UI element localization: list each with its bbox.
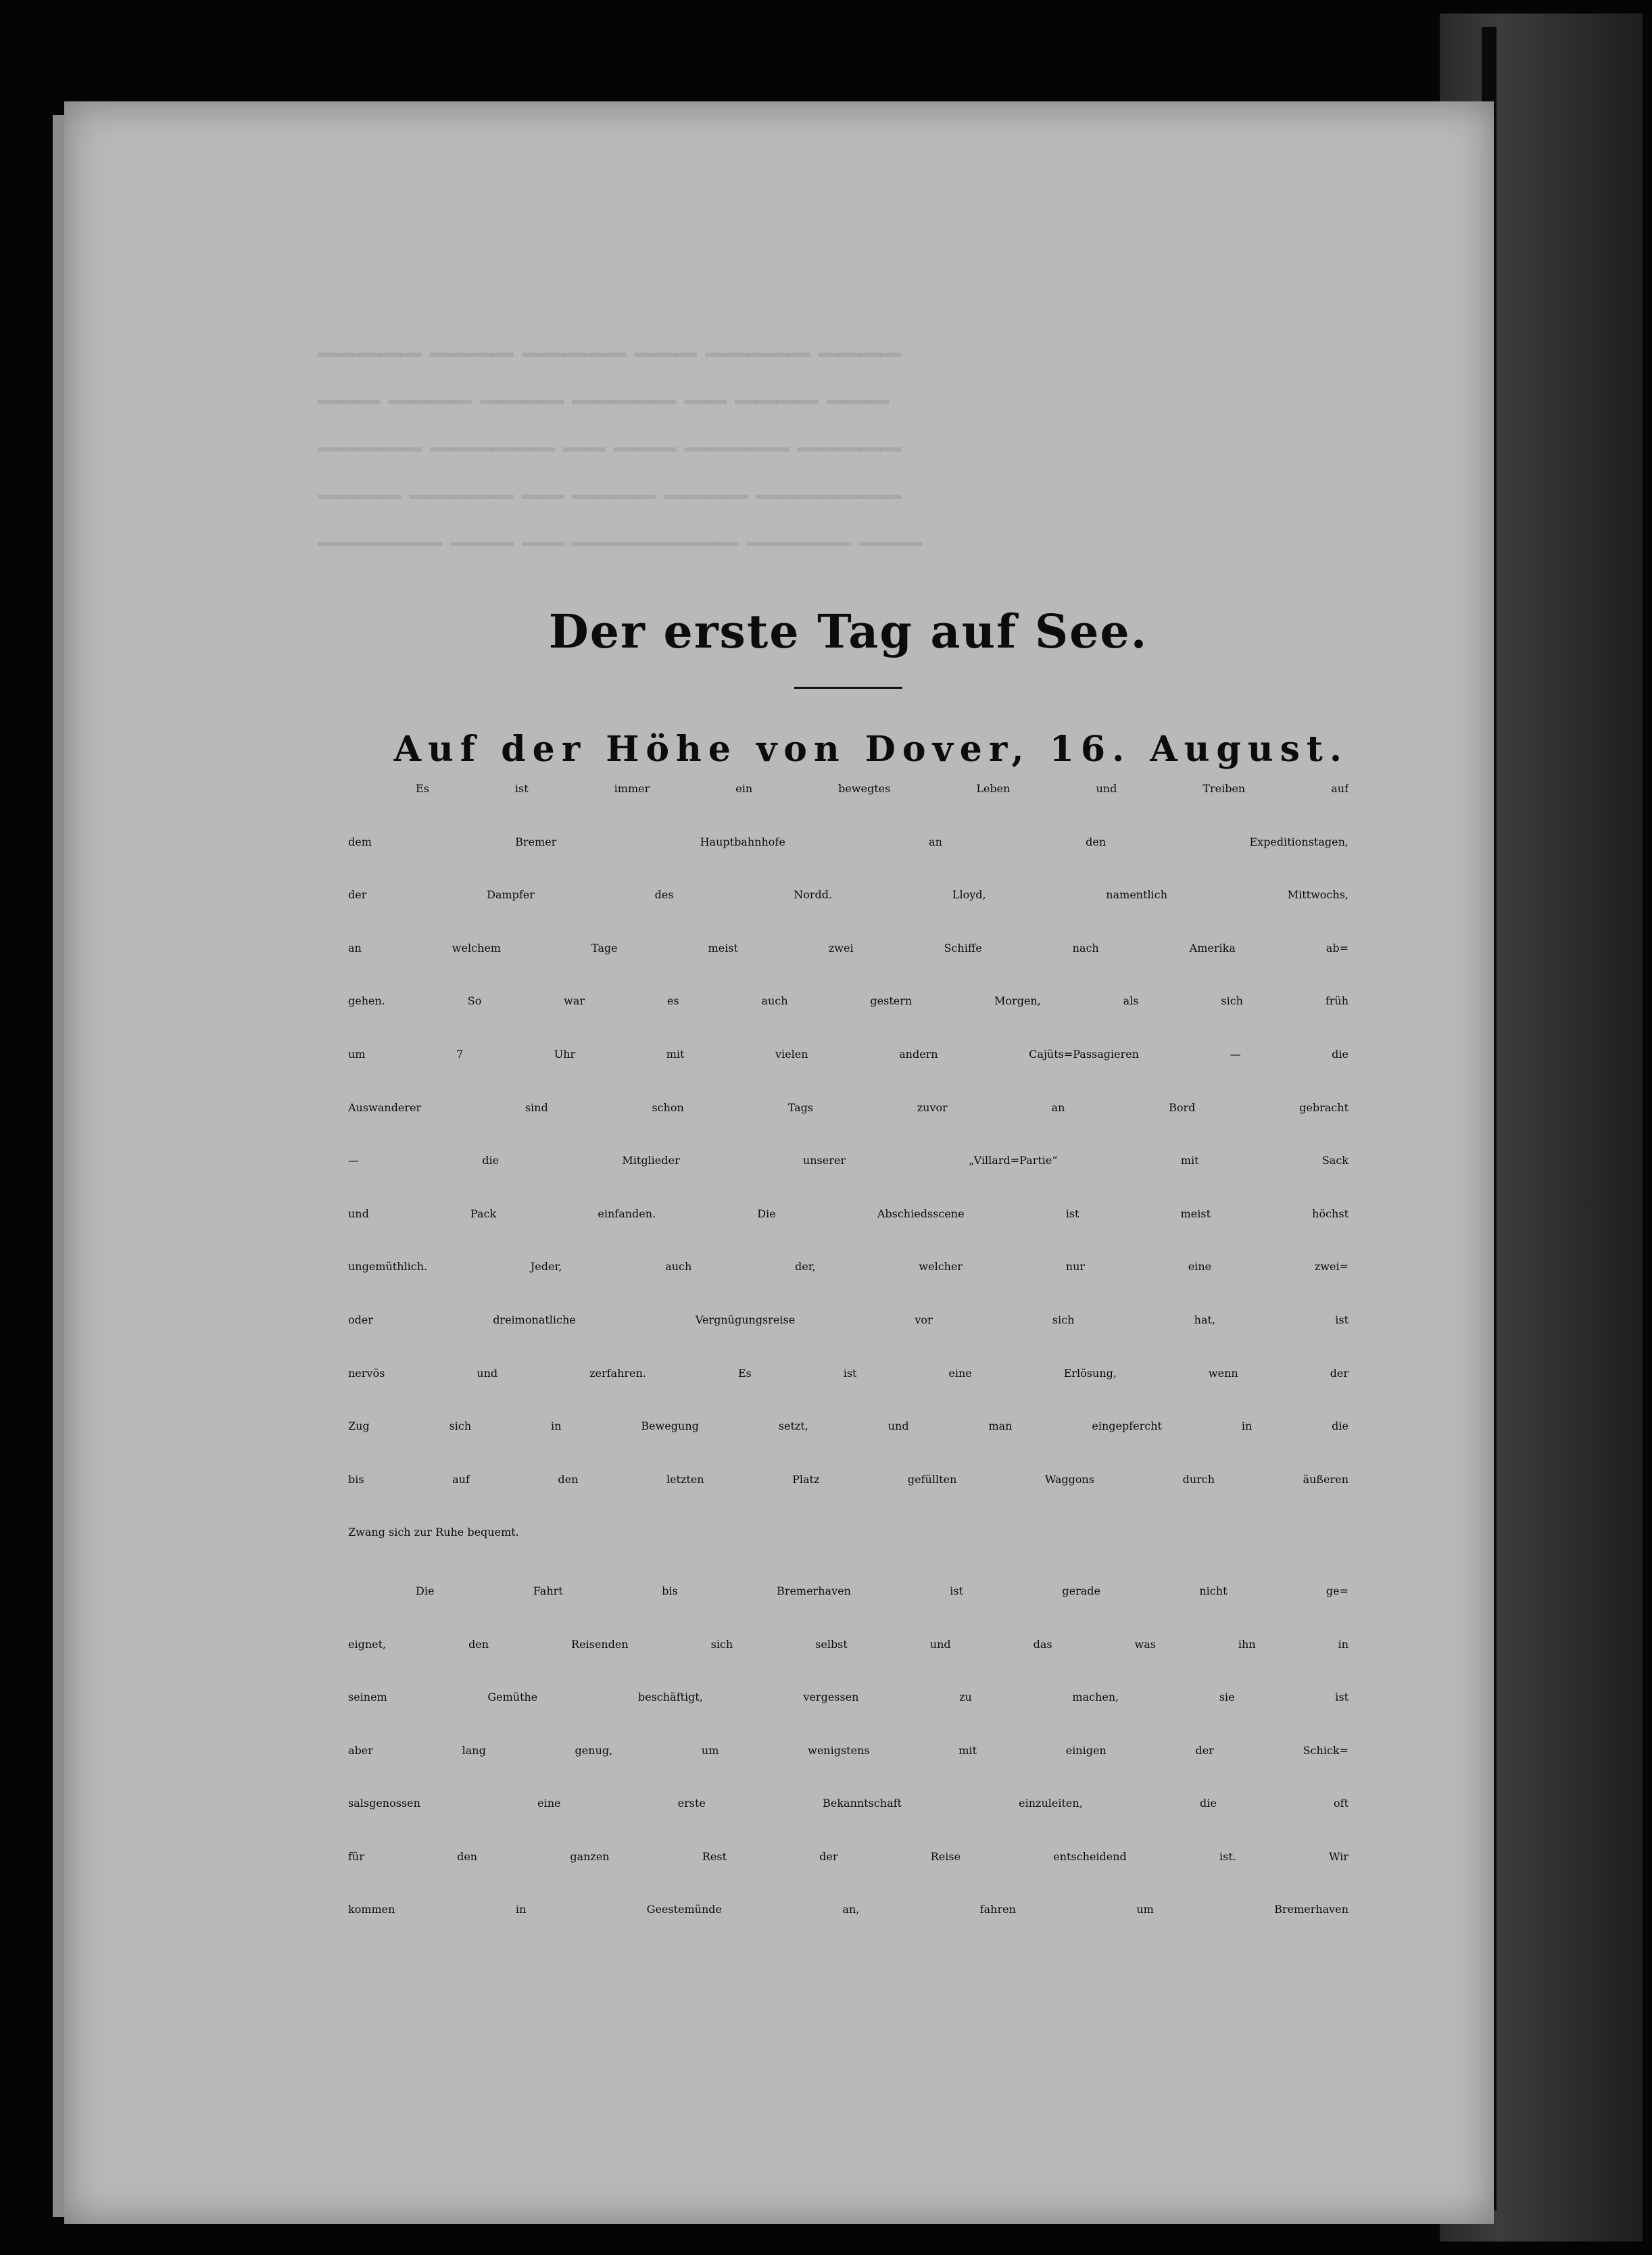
- text-line: Auswanderer sind schon Tags zuvor an Bord gebracht: [348, 1100, 1349, 1114]
- text-line: an welchem Tage meist zwei Schiffe nach Amerika ab=: [348, 941, 1349, 954]
- show-through: ▁▁▁▁▁ ▁▁▁▁ ▁▁▁▁▁ ▁▁▁ ▁▁▁▁▁ ▁▁▁▁ ▁▁▁ ▁▁▁▁ ▁▁▁▁ ▁▁▁▁▁ ▁▁ ▁▁▁▁ ▁▁▁ ▁▁▁▁▁ ▁▁▁▁▁▁ ▁▁ ▁▁▁ ▁▁▁▁▁ ▁▁▁▁▁ ▁▁▁▁ ▁▁▁▁▁ ▁▁ ▁▁▁▁ ▁▁▁▁ ▁▁▁▁▁▁▁ ▁▁▁▁▁▁ ▁▁▁ ▁▁ ▁▁▁▁▁▁▁▁ ▁▁▁▁▁ ▁▁▁: [318, 326, 923, 546]
- text-line: aber lang genug, um wenigstens mit einigen der Schick=: [348, 1743, 1349, 1757]
- text-line: der Dampfer des Nordd. Lloyd, namentlich Mittwochs,: [348, 888, 1349, 902]
- text-line: Zwang sich zur Ruhe bequemt.: [348, 1526, 519, 1539]
- text-line: dem Bremer Hauptbahnhofe an den Expeditionstagen,: [348, 835, 1349, 848]
- text-line: — die Mitglieder unserer „Villard=Partie“ mit Sack: [348, 1154, 1349, 1167]
- heading-rule: [794, 687, 902, 689]
- text-line: oder dreimonatliche Vergnügungsreise vor sich hat, ist: [348, 1313, 1349, 1326]
- page-text: [348, 595, 1349, 1956]
- text-line: Zug sich in Bewegung setzt, und man eingepfercht in die: [348, 1420, 1349, 1433]
- text-line: um 7 Uhr mit vielen andern Cajüts=Passagieren — die: [348, 1047, 1349, 1061]
- dateline: Auf der Höhe von Dover, 16. August.: [393, 729, 1349, 770]
- text-line: eignet, den Reisenden sich selbst und das was ihn in: [348, 1637, 1349, 1651]
- text-line: salsgenossen eine erste Bekanntschaft einzuleiten, die oft: [348, 1797, 1349, 1810]
- chapter-heading: Der erste Tag auf See.: [548, 605, 1148, 659]
- text-line: für den ganzen Rest der Reise entscheidend ist. Wir: [348, 1849, 1349, 1863]
- text-line: gehen. So war es auch gestern Morgen, als sich früh: [348, 994, 1349, 1008]
- text-line: Die Fahrt bis Bremerhaven ist gerade nicht ge=: [416, 1584, 1349, 1597]
- text-line: ungemüthlich. Jeder, auch der, welcher nur eine zwei=: [348, 1260, 1349, 1274]
- text-line: und Pack einfanden. Die Abschiedsscene ist meist höchst: [348, 1207, 1349, 1220]
- text-line: kommen in Geestemünde an, fahren um Bremerhaven: [348, 1903, 1349, 1916]
- paragraph-2: [348, 1584, 1349, 1956]
- paragraph-1: [348, 782, 1349, 1579]
- text-line: bis auf den letzten Platz gefüllten Waggons durch äußeren: [348, 1472, 1349, 1486]
- text-line: nervös und zerfahren. Es ist eine Erlösung, wenn der: [348, 1366, 1349, 1380]
- text-line: Es ist immer ein bewegtes Leben und Treiben auf: [416, 782, 1349, 795]
- text-line: seinem Gemüthe beschäftigt, vergessen zu machen, sie ist: [348, 1691, 1349, 1704]
